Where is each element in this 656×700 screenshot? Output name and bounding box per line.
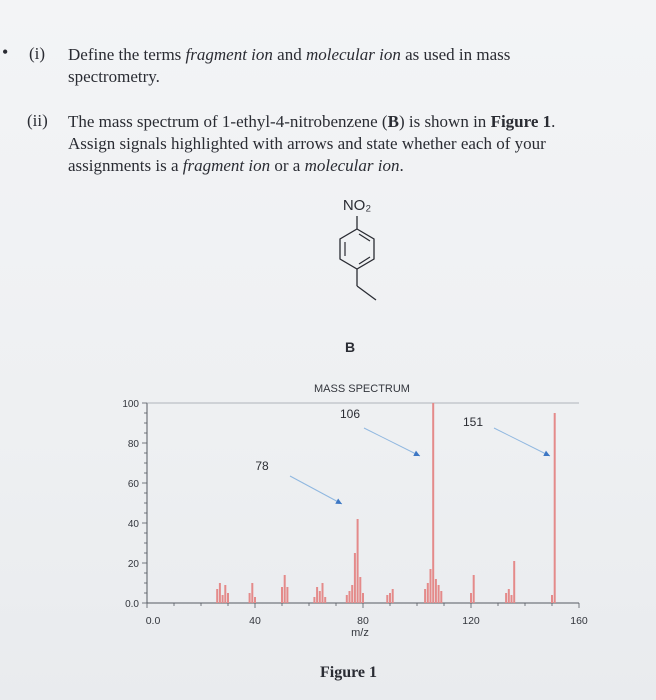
- term-fragment-ion-2: fragment ion: [182, 156, 271, 175]
- spectrum-peak-80: [362, 593, 364, 603]
- y-tick-label: 100: [122, 399, 139, 410]
- spectrum-peak-39: [251, 583, 253, 603]
- part-ii-line3-post: .: [399, 156, 404, 175]
- term-molecular-ion-2: molecular ion: [304, 156, 400, 175]
- y-tick-label: 0.0: [125, 599, 139, 610]
- spectrum-peak-79: [359, 577, 361, 603]
- spectrum-peak-26: [216, 589, 218, 603]
- ethyl-bond-2: [357, 286, 376, 300]
- spectrum-peak-30: [227, 593, 229, 603]
- part-ii-text: [68, 111, 628, 177]
- spectrum-peak-105: [430, 569, 432, 603]
- x-tick-label: 0.0: [145, 615, 161, 627]
- spectrum-peak-104: [427, 583, 429, 603]
- figure-ref: Figure 1: [490, 112, 552, 131]
- annotations-layer: [255, 407, 550, 504]
- y-tick-label: 20: [127, 559, 139, 570]
- spectrum-peak-27: [219, 583, 221, 603]
- part-ii-number: (ii): [27, 111, 48, 130]
- part-ii-line3-pre: assignments is a: [68, 156, 183, 175]
- spectrum-peak-120: [470, 593, 472, 603]
- compound-label: B: [344, 339, 356, 355]
- bullet-mark: •: [2, 42, 9, 62]
- x-tick-label: 40: [249, 615, 261, 627]
- spectrum-peak-89: [386, 595, 388, 603]
- part-ii-line3-mid: or a: [270, 156, 305, 175]
- mass-spectrum-chart: [0, 372, 656, 662]
- spectrum-peak-66: [324, 597, 326, 603]
- spectrum-peak-103: [424, 589, 426, 603]
- x-tick-label: 80: [357, 615, 369, 627]
- part-i-line2: spectrometry.: [68, 67, 160, 86]
- x-tick-label: 160: [570, 615, 588, 627]
- spectrum-peak-38: [249, 593, 251, 603]
- part-ii-line1-post: .: [551, 112, 556, 131]
- spectrum-peak-64: [319, 591, 321, 603]
- part-i-line1-pre: Define the terms: [68, 45, 186, 64]
- spectrum-peak-28: [222, 595, 224, 603]
- peak-label-151: 151: [462, 415, 484, 429]
- arrow-line-106: [364, 428, 420, 456]
- spectrum-peak-133: [505, 593, 507, 603]
- spectrum-peak-40: [254, 597, 256, 603]
- peak-label-106: 106: [339, 407, 361, 421]
- peak-label-78: 78: [255, 459, 269, 473]
- spectrum-peak-78: [357, 519, 359, 603]
- y-tick-label: 60: [127, 479, 139, 490]
- spectrum-peak-109: [440, 591, 442, 603]
- arrow-line-78: [290, 476, 342, 504]
- spectrum-peak-91: [392, 589, 394, 603]
- part-i-number: (i): [29, 44, 46, 63]
- term-fragment-ion: fragment ion: [185, 45, 273, 64]
- chart-title: MASS SPECTRUM: [314, 383, 410, 395]
- spectrum-peak-134: [508, 589, 510, 603]
- spectrum-peak-136: [513, 561, 515, 603]
- x-tick-label: 120: [462, 615, 480, 627]
- spectrum-peak-76: [351, 585, 353, 603]
- spectrum-peak-29: [224, 585, 226, 603]
- compound-ref: B: [387, 112, 399, 131]
- spectrum-peak-77: [354, 553, 356, 603]
- spectrum-peak-74: [346, 595, 348, 603]
- term-molecular-ion: molecular ion: [305, 45, 401, 64]
- spectrum-peak-135: [511, 595, 513, 603]
- spectrum-peak-63: [316, 587, 318, 603]
- nitro-group-label: NO₂: [342, 197, 372, 214]
- spectrum-peak-151: [554, 413, 556, 603]
- part-ii-line1-pre: The mass spectrum of 1-ethyl-4-nitrobenzene (: [68, 112, 388, 131]
- spectrum-peak-50: [281, 587, 283, 603]
- part-ii-line2: Assign signals highlighted with arrows and state whether each of your: [68, 134, 546, 153]
- part-ii-line1-mid: ) is shown in: [398, 112, 491, 131]
- spectrum-peak-107: [435, 579, 437, 603]
- x-axis-label: m/z: [351, 627, 369, 639]
- spectrum-peak-108: [438, 585, 440, 603]
- spectrum-peak-150: [551, 595, 553, 603]
- part-i-text: [68, 44, 608, 88]
- spectrum-peak-106: [432, 403, 434, 603]
- y-tick-label: 40: [127, 519, 139, 530]
- spectrum-peak-62: [313, 597, 315, 603]
- spectrum-peak-52: [286, 587, 288, 603]
- spectrum-peak-121: [473, 575, 475, 603]
- spectrum-peak-75: [349, 591, 351, 603]
- arrow-line-151: [494, 428, 550, 456]
- part-i-line1-post: as used in mass: [400, 45, 511, 64]
- figure-caption: Figure 1: [320, 664, 378, 681]
- spectrum-peak-65: [322, 583, 324, 603]
- part-i-line1-mid: and: [272, 45, 306, 64]
- spectrum-peak-90: [389, 593, 391, 603]
- y-tick-label: 80: [127, 439, 139, 450]
- spectrum-peak-51: [284, 575, 286, 603]
